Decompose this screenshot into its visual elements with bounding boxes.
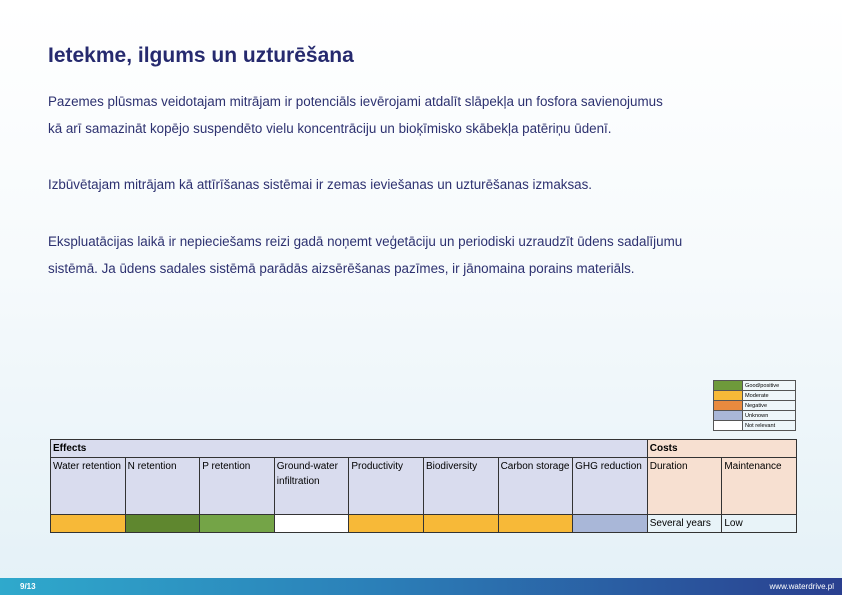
effects-header: Effects: [51, 440, 648, 458]
footer-bar: [0, 578, 842, 595]
table-group-header-row: [51, 440, 797, 458]
legend-label-not-relevant: Not relevant: [743, 421, 796, 431]
legend-row: [714, 401, 796, 411]
legend-row: [714, 421, 796, 431]
value-n-retention: [125, 515, 200, 533]
legend-swatch-moderate: [714, 391, 743, 401]
legend-swatch-good: [714, 381, 743, 391]
color-legend: [713, 380, 796, 431]
legend-label-unknown: Unknown: [743, 411, 796, 421]
legend-row: [714, 411, 796, 421]
maintenance-paragraph: [48, 228, 748, 282]
value-carbon-storage: [498, 515, 573, 533]
legend-label-moderate: Moderate: [743, 391, 796, 401]
col-productivity: Productivity: [349, 458, 424, 515]
col-duration: Duration: [647, 458, 722, 515]
legend-row: [714, 391, 796, 401]
website-url: www.waterdrive.pl: [769, 582, 834, 591]
value-biodiversity: [423, 515, 498, 533]
legend-label-negative: Negative: [743, 401, 796, 411]
col-p-retention: P retention: [200, 458, 275, 515]
intro-paragraph: [48, 88, 748, 142]
value-water-retention: [51, 515, 126, 533]
paragraph-line: sistēmā. Ja ūdens sadales sistēmā parādās aizsērēšanas pazīmes, ir jānomaina porains materiāls.: [48, 261, 635, 276]
legend-swatch-negative: [714, 401, 743, 411]
col-biodiversity: Biodiversity: [423, 458, 498, 515]
col-maintenance: Maintenance: [722, 458, 797, 515]
paragraph-line: kā arī samazināt kopējo suspendēto vielu koncentrāciju un bioķīmisko skābekļa patēriņu ūdenī.: [48, 121, 612, 136]
page-number: 9/13: [20, 582, 36, 591]
costs-header: Costs: [647, 440, 796, 458]
page-title: Ietekme, ilgums un uzturēšana: [48, 44, 354, 67]
value-duration: Several years: [647, 515, 722, 533]
value-p-retention: [200, 515, 275, 533]
effects-costs-table: [50, 439, 797, 533]
table-value-row: [51, 515, 797, 533]
legend-label-good: Good/positive: [743, 381, 796, 391]
col-water-retention: Water retention: [51, 458, 126, 515]
paragraph-line: Ekspluatācijas laikā ir nepieciešams reizi gadā noņemt veģetāciju un periodiski uzraudzīt ūdens sadalījumu: [48, 234, 683, 249]
col-carbon-storage: Carbon storage: [498, 458, 573, 515]
costs-paragraph: Izbūvētajam mitrājam kā attīrīšanas sistēmai ir zemas ieviešanas un uzturēšanas izmaksas.: [48, 177, 593, 192]
value-maintenance: Low: [722, 515, 797, 533]
legend-swatch-not-relevant: [714, 421, 743, 431]
col-ghg-reduction: GHG reduction: [573, 458, 648, 515]
col-n-retention: N retention: [125, 458, 200, 515]
legend-row: [714, 381, 796, 391]
col-groundwater-infiltration: Ground-water infiltration: [274, 458, 349, 515]
paragraph-line: Pazemes plūsmas veidotajam mitrājam ir potenciāls ievērojami atdalīt slāpekļa un fosfora savienojumus: [48, 94, 663, 109]
value-productivity: [349, 515, 424, 533]
value-ghg-reduction: [573, 515, 648, 533]
legend-swatch-unknown: [714, 411, 743, 421]
table-column-header-row: [51, 458, 797, 515]
value-groundwater-infiltration: [274, 515, 349, 533]
